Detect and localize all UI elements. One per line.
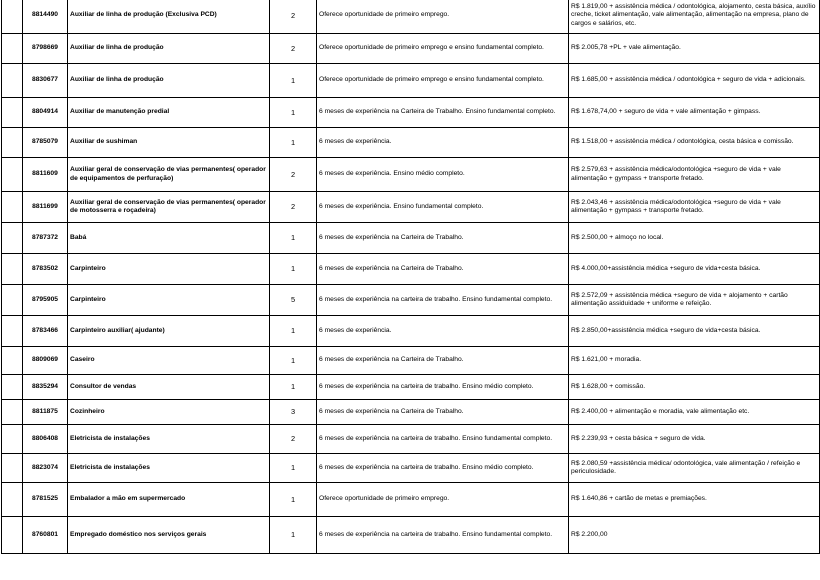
job-title: Cozinheiro <box>68 400 270 425</box>
table-row <box>2 64 820 98</box>
job-requirements: 6 meses de experiência. <box>317 128 569 158</box>
job-requirements: 6 meses de experiência na Carteira de Trabalho. <box>317 347 569 375</box>
job-requirements: Oferece oportunidade de primeiro emprego e ensino fundamental completo. <box>317 34 569 64</box>
row-margin-cell <box>2 517 23 554</box>
vacancy-count: 1 <box>270 64 317 98</box>
row-margin-cell <box>2 454 23 483</box>
row-margin-cell <box>2 483 23 517</box>
job-title: Consultor de vendas <box>68 375 270 400</box>
job-code: 8781525 <box>23 483 68 517</box>
job-title: Carpinteiro <box>68 254 270 285</box>
row-margin-cell <box>2 34 23 64</box>
job-title: Empregado doméstico nos serviços gerais <box>68 517 270 554</box>
table-row <box>2 454 820 483</box>
job-title: Babá <box>68 223 270 254</box>
job-title: Auxiliar de manutenção predial <box>68 98 270 128</box>
job-benefits: R$ 1.621,00 + moradia. <box>569 347 820 375</box>
job-title: Embalador a mão em supermercado <box>68 483 270 517</box>
job-code: 8830677 <box>23 64 68 98</box>
vacancy-count: 1 <box>270 254 317 285</box>
job-requirements: 6 meses de experiência na carteira de trabalho. Ensino médio completo. <box>317 375 569 400</box>
row-margin-cell <box>2 158 23 192</box>
job-code: 8811609 <box>23 158 68 192</box>
job-code: 8783466 <box>23 316 68 347</box>
job-code: 8798669 <box>23 34 68 64</box>
vacancy-count: 2 <box>270 192 317 223</box>
table-row <box>2 425 820 454</box>
row-margin-cell <box>2 285 23 316</box>
table-row <box>2 254 820 285</box>
job-benefits: R$ 2.400,00 + alimentação e moradia, vale alimentação etc. <box>569 400 820 425</box>
job-benefits: R$ 2.239,93 + cesta básica + seguro de vida. <box>569 425 820 454</box>
table-row <box>2 98 820 128</box>
vacancy-count: 1 <box>270 223 317 254</box>
job-code: 8785079 <box>23 128 68 158</box>
row-margin-cell <box>2 347 23 375</box>
row-margin-cell <box>2 400 23 425</box>
job-requirements: 6 meses de experiência. Ensino fundamental completo. <box>317 192 569 223</box>
table-row <box>2 223 820 254</box>
row-margin-cell <box>2 0 23 34</box>
job-benefits: R$ 1.640,86 + cartão de metas e premiações. <box>569 483 820 517</box>
vacancy-count: 2 <box>270 34 317 64</box>
job-benefits: R$ 2.500,00 + almoço no local. <box>569 223 820 254</box>
job-benefits: R$ 2.080,59 +assistência médica/ odontológica, vale alimentação / refeição e periculosidade. <box>569 454 820 483</box>
job-title: Eletricista de instalações <box>68 425 270 454</box>
row-margin-cell <box>2 192 23 223</box>
job-title: Auxiliar de linha de produção <box>68 34 270 64</box>
job-code: 8804914 <box>23 98 68 128</box>
job-title: Auxiliar de sushiman <box>68 128 270 158</box>
job-requirements: 6 meses de experiência na carteira de trabalho. Ensino fundamental completo. <box>317 517 569 554</box>
vacancy-count: 2 <box>270 0 317 34</box>
job-benefits: R$ 2.579,63 + assistência médica/odontológica +seguro de vida + vale alimentação + gympass + transporte fretado. <box>569 158 820 192</box>
row-margin-cell <box>2 425 23 454</box>
job-code: 8811699 <box>23 192 68 223</box>
job-requirements: 6 meses de experiência na Carteira de Trabalho. <box>317 400 569 425</box>
vacancy-count: 2 <box>270 158 317 192</box>
job-code: 8795905 <box>23 285 68 316</box>
job-code: 8835294 <box>23 375 68 400</box>
job-requirements: 6 meses de experiência na carteira de trabalho. Ensino fundamental completo. <box>317 425 569 454</box>
job-benefits: R$ 2.005,78 +PL + vale alimentação. <box>569 34 820 64</box>
table-row <box>2 375 820 400</box>
job-benefits: R$ 4.000,00+assistência médica +seguro de vida+cesta básica. <box>569 254 820 285</box>
vacancy-count: 1 <box>270 347 317 375</box>
job-benefits: R$ 1.628,00 + comissão. <box>569 375 820 400</box>
job-requirements: Oferece oportunidade de primeiro emprego. <box>317 483 569 517</box>
job-requirements: 6 meses de experiência na Carteira de Trabalho. Ensino fundamental completo. <box>317 98 569 128</box>
job-code: 8811875 <box>23 400 68 425</box>
job-benefits: R$ 2.043,46 + assistência médica/odontológica +seguro de vida + vale alimentação + gympass + transporte fretado. <box>569 192 820 223</box>
row-margin-cell <box>2 128 23 158</box>
job-benefits: R$ 2.200,00 <box>569 517 820 554</box>
job-title: Carpinteiro <box>68 285 270 316</box>
job-benefits: R$ 1.518,00 + assistência médica / odontológica, cesta básica e comissão. <box>569 128 820 158</box>
table-row <box>2 192 820 223</box>
job-requirements: 6 meses de experiência na carteira de trabalho. Ensino fundamental completo. <box>317 285 569 316</box>
vacancy-count: 1 <box>270 375 317 400</box>
job-title: Auxiliar geral de conservação de vias permanentes( operador de motosserra e roçadeira) <box>68 192 270 223</box>
job-title: Auxiliar de linha de produção <box>68 64 270 98</box>
table-row <box>2 347 820 375</box>
vacancy-count: 1 <box>270 517 317 554</box>
row-margin-cell <box>2 223 23 254</box>
job-requirements: 6 meses de experiência. Ensino médio completo. <box>317 158 569 192</box>
job-benefits: R$ 1.819,00 + assistência médica / odontológica, alojamento, cesta básica, auxílio creche, ticket alimentação, vale alimentação, alimentação na empresa, plano de cargos e salários, etc. <box>569 0 820 34</box>
job-title: Auxiliar geral de conservação de vias permanentes( operador de equipamentos de perfuração) <box>68 158 270 192</box>
row-margin-cell <box>2 316 23 347</box>
job-benefits: R$ 1.685,00 + assistência médica / odontológica + seguro de vida + adicionais. <box>569 64 820 98</box>
table-row <box>2 316 820 347</box>
vacancy-count: 1 <box>270 128 317 158</box>
vacancy-count: 5 <box>270 285 317 316</box>
job-requirements: 6 meses de experiência na carteira de trabalho. Ensino médio completo. <box>317 454 569 483</box>
job-code: 8809069 <box>23 347 68 375</box>
row-margin-cell <box>2 254 23 285</box>
table-row <box>2 400 820 425</box>
job-code: 8783502 <box>23 254 68 285</box>
job-requirements: Oferece oportunidade de primeiro emprego. <box>317 0 569 34</box>
table-row <box>2 128 820 158</box>
vacancy-count: 2 <box>270 425 317 454</box>
job-code: 8760801 <box>23 517 68 554</box>
vacancy-count: 3 <box>270 400 317 425</box>
job-title: Carpinteiro auxiliar( ajudante) <box>68 316 270 347</box>
job-code: 8823074 <box>23 454 68 483</box>
row-margin-cell <box>2 98 23 128</box>
job-requirements: 6 meses de experiência na Carteira de Trabalho. <box>317 254 569 285</box>
job-requirements: 6 meses de experiência. <box>317 316 569 347</box>
table-row <box>2 34 820 64</box>
vacancy-count: 1 <box>270 316 317 347</box>
table-row <box>2 158 820 192</box>
job-listings-body <box>2 0 820 554</box>
job-title: Auxiliar de linha de produção (Exclusiva PCD) <box>68 0 270 34</box>
job-title: Caseiro <box>68 347 270 375</box>
job-code: 8814490 <box>23 0 68 34</box>
job-code: 8806408 <box>23 425 68 454</box>
table-row <box>2 0 820 34</box>
row-margin-cell <box>2 375 23 400</box>
job-benefits: R$ 2.850,00+assistência médica +seguro de vida+cesta básica. <box>569 316 820 347</box>
job-benefits: R$ 1.678,74,00 + seguro de vida + vale alimentação + gimpass. <box>569 98 820 128</box>
vacancy-count: 1 <box>270 454 317 483</box>
job-code: 8787372 <box>23 223 68 254</box>
job-requirements: Oferece oportunidade de primeiro emprego e ensino fundamental completo. <box>317 64 569 98</box>
row-margin-cell <box>2 64 23 98</box>
job-benefits: R$ 2.572,09 + assistência médica +seguro de vida + alojamento + cartão alimentação assiduidade + uniforme e refeição. <box>569 285 820 316</box>
vacancy-count: 1 <box>270 98 317 128</box>
job-requirements: 6 meses de experiência na Carteira de Trabalho. <box>317 223 569 254</box>
table-row <box>2 285 820 316</box>
job-title: Eletricista de instalações <box>68 454 270 483</box>
table-row <box>2 517 820 554</box>
vacancy-count: 1 <box>270 483 317 517</box>
job-listings-table <box>1 0 820 554</box>
table-row <box>2 483 820 517</box>
